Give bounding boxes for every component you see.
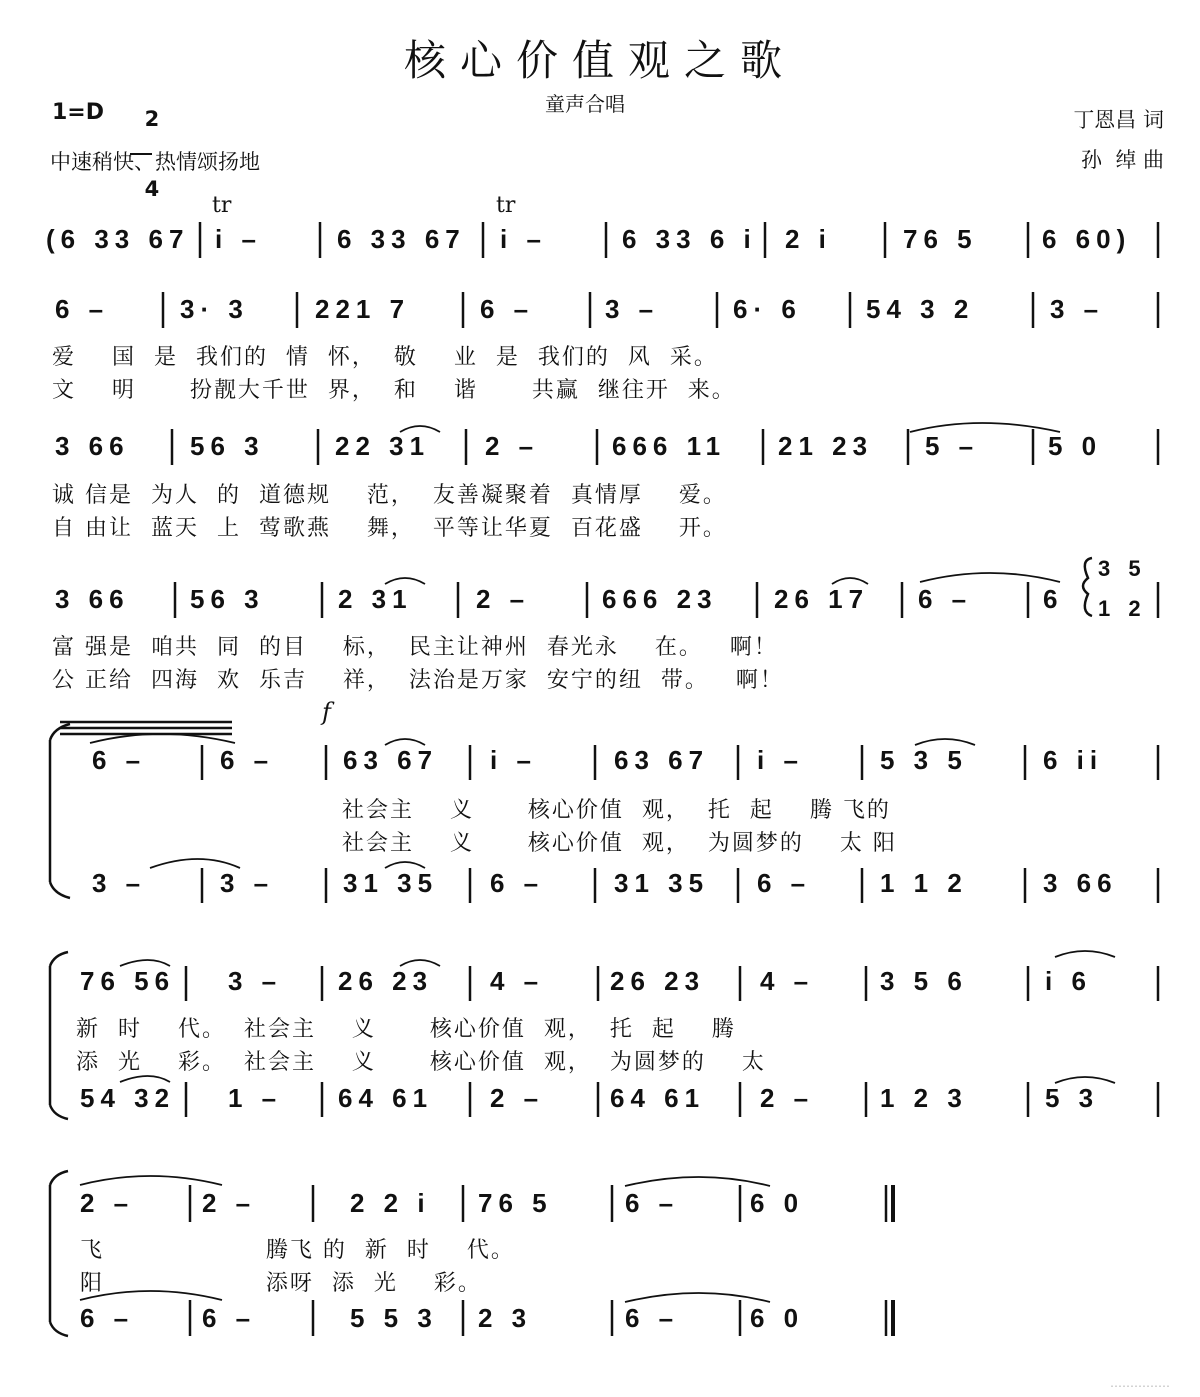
song-title: 核心价值观之歌: [403, 36, 796, 85]
trill-mark: tr: [212, 193, 232, 218]
measure-notes: 56 3: [190, 584, 265, 614]
lyric-line-2: 自 由让 蓝天 上 莺歌燕 舞， 平等让华夏 百花盛 开。: [52, 516, 727, 541]
measure-notes: 2 –: [490, 1083, 545, 1113]
measure-notes: 56 3: [190, 431, 265, 461]
measure-notes: 3 –: [1050, 294, 1105, 324]
lyric-line-1: 诚 信是 为人 的 道德规 范， 友善凝聚着 真情厚 爱。: [52, 483, 727, 508]
measure-notes: 6 –: [625, 1188, 680, 1218]
measure-notes: 2 31: [338, 584, 413, 614]
measure-notes: 1 2 3: [880, 1083, 968, 1113]
lyric-line-1: 飞 腾飞 的 新 时 代。: [80, 1238, 515, 1263]
measure-notes: 6: [1043, 584, 1064, 614]
measure-notes: 26 17: [774, 584, 870, 614]
measure-notes: 4 –: [760, 966, 815, 996]
lyricist-credit: 丁恩昌 词: [1073, 108, 1164, 132]
split-notes-upper: 3 5: [1098, 556, 1147, 581]
measure-notes: 3 66: [1043, 868, 1118, 898]
measure-notes: 3 66: [55, 431, 130, 461]
measure-notes: 5 –: [925, 431, 980, 461]
measure-notes: i 6: [1045, 966, 1092, 996]
measure-notes: 6 –: [490, 868, 545, 898]
measure-notes: 2 i: [785, 224, 832, 254]
lyric-line-1: 富 强是 咱共 同 的目 标， 民主让神州 春光永 在。 啊！: [52, 635, 778, 660]
measure-notes: 6 –: [80, 1303, 135, 1333]
measure-notes: 76 5: [903, 224, 978, 254]
measure-notes: 3 66: [55, 584, 130, 614]
performance-type: 童声合唱: [545, 92, 625, 116]
measure-notes: 3 –: [228, 966, 283, 996]
measure-notes: (6 33 67: [46, 224, 190, 254]
measure-notes: 6 –: [55, 294, 110, 324]
measure-notes: 2 3: [478, 1303, 533, 1333]
measure-notes: 63 67: [343, 745, 439, 775]
measure-notes: 5 5 3: [350, 1303, 438, 1333]
measure-notes: i –: [757, 745, 804, 775]
measure-notes: 6· 6: [733, 294, 802, 324]
measure-notes: 6 –: [918, 584, 973, 614]
measure-notes: 6 0: [750, 1188, 805, 1218]
measure-notes: 31 35: [343, 868, 439, 898]
measure-notes: 2 –: [760, 1083, 815, 1113]
measure-notes: 26 23: [610, 966, 706, 996]
key-signature: 1=D: [52, 100, 105, 125]
tempo-marking: 中速稍快、热情颂扬地: [50, 150, 260, 174]
measure-notes: 2 –: [80, 1188, 135, 1218]
measure-notes: 54 32: [80, 1083, 176, 1113]
measure-notes: 6 –: [92, 745, 147, 775]
lyric-line-2: 社会主 义 核心价值 观， 为圆梦的 太 阳: [342, 831, 897, 856]
measure-notes: 1 1 2: [880, 868, 968, 898]
composer-credit: 孙 绰 曲: [1080, 148, 1164, 172]
measure-notes: i –: [500, 224, 547, 254]
measure-notes: 54 3 2: [866, 294, 975, 324]
split-notes-lower: 1 2: [1098, 596, 1147, 621]
measure-notes: 3· 3: [180, 294, 249, 324]
measure-notes: 6 33 67: [337, 224, 466, 254]
measure-notes: i –: [215, 224, 262, 254]
measure-notes: 6 ii: [1043, 745, 1104, 775]
measure-notes: 21 23: [778, 431, 874, 461]
measure-notes: 3 –: [92, 868, 147, 898]
measure-notes: 6 –: [220, 745, 275, 775]
measure-notes: 666 11: [612, 431, 727, 461]
measure-notes: 4 –: [490, 966, 545, 996]
measure-notes: 6 60): [1042, 224, 1132, 254]
measure-notes: 6 –: [480, 294, 535, 324]
measure-notes: 6 33 6 i: [622, 224, 757, 254]
measure-notes: 6 –: [625, 1303, 680, 1333]
measure-notes: 76 56: [80, 966, 176, 996]
measure-notes: 5 0: [1048, 431, 1103, 461]
measure-notes: 2 –: [485, 431, 540, 461]
measure-notes: 22 31: [335, 431, 431, 461]
measure-notes: 5 3 5: [880, 745, 968, 775]
lyric-line-2: 文 明 扮靓大千世 界， 和 谐 共赢 继往开 来。: [52, 378, 736, 403]
time-top: 2: [144, 107, 160, 131]
measure-notes: 1 –: [228, 1083, 283, 1113]
lyric-line-1: 社会主 义 核心价值 观， 托 起 腾 飞的: [342, 798, 891, 823]
measure-notes: 63 67: [614, 745, 710, 775]
measure-notes: 6 –: [202, 1303, 257, 1333]
trill-mark: tr: [496, 193, 516, 218]
measure-notes: 666 23: [602, 584, 718, 614]
forte-mark: f: [322, 698, 331, 726]
measure-notes: 3 –: [605, 294, 660, 324]
time-bottom: 4: [144, 177, 160, 201]
lyric-line-1: 新 时 代。 社会主 义 核心价值 观， 托 起 腾: [76, 1017, 736, 1042]
measure-notes: 6 –: [757, 868, 812, 898]
lyric-line-1: 爱 国 是 我们的 情 怀， 敬 业 是 我们的 风 采。: [52, 345, 718, 370]
measure-notes: 64 61: [610, 1083, 706, 1113]
lyric-line-2: 阳 添呀 添 光 彩。: [80, 1271, 482, 1296]
measure-notes: 2 –: [476, 584, 531, 614]
measure-notes: 26 23: [338, 966, 434, 996]
measure-notes: 3 5 6: [880, 966, 968, 996]
lyric-line-2: 添 光 彩。 社会主 义 核心价值 观， 为圆梦的 太: [76, 1050, 766, 1075]
measure-notes: 2 2 i: [350, 1188, 431, 1218]
measure-notes: 5 3: [1045, 1083, 1100, 1113]
measure-notes: 2 –: [202, 1188, 257, 1218]
measure-notes: 76 5: [478, 1188, 553, 1218]
measure-notes: 221 7: [315, 294, 411, 324]
measure-notes: 3 –: [220, 868, 275, 898]
measure-notes: 64 61: [338, 1083, 434, 1113]
measure-notes: 6 0: [750, 1303, 805, 1333]
measure-notes: i –: [490, 745, 537, 775]
watermark: ……………: [1110, 1376, 1170, 1390]
measure-notes: 31 35: [614, 868, 710, 898]
lyric-line-2: 公 正给 四海 欢 乐吉 祥， 法治是万家 安宁的纽 带。 啊！: [52, 668, 784, 693]
